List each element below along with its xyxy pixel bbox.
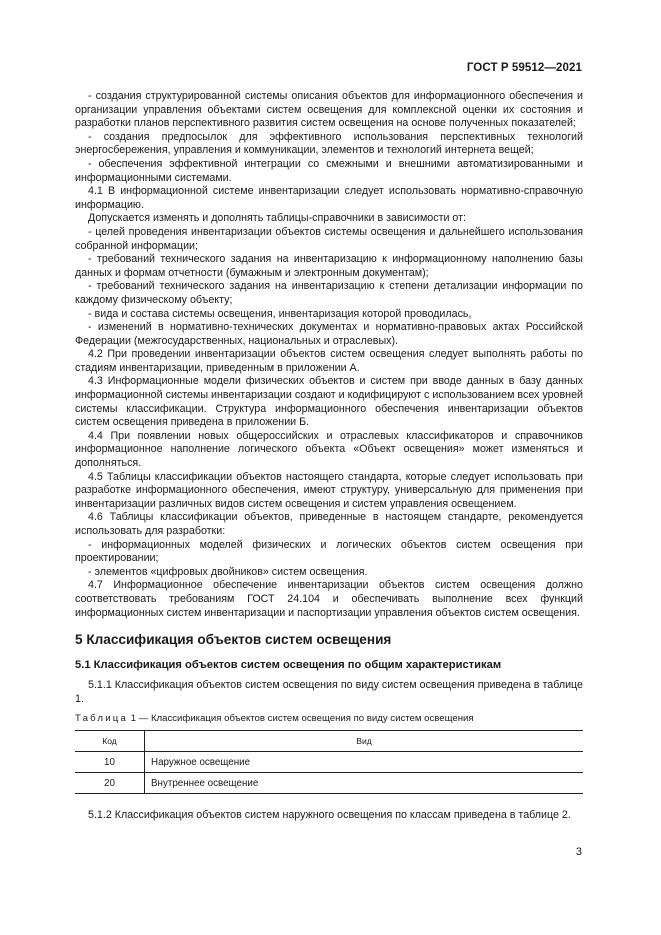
paragraph: 4.4 При появлении новых общероссийских и отраслевых классификаторов и справочников информационное наполнение логического объекта «Объект освещения» может изменяться и дополняться.: [75, 429, 583, 470]
table-caption-label: Таблица: [75, 713, 129, 725]
paragraph: - требований технического задания на инвентаризацию к степени детализации информации по каждому физическому объекту;: [75, 280, 583, 306]
table-row: [75, 752, 583, 773]
paragraph: - элементов «цифровых двойников» систем освещения.: [88, 565, 368, 578]
paragraph: 4.5 Таблицы классификации объектов настоящего стандарта, которые следует использовать при разработке информационного обеспечения, имеют структуру, универсальную для применения при инвентаризации различных видов систем освещения и систем управления освещением.: [75, 470, 583, 510]
table-row: [75, 773, 583, 794]
page-number: 3: [575, 846, 582, 858]
paragraph: 4.2 При проведении инвентаризации объектов систем освещения следует выполнять работы по стадиям инвентаризации, приведенным в приложении А.: [75, 348, 583, 374]
paragraph: 4.7 Информационное обеспечение инвентаризации объектов систем освещения должно соответствовать требованиям ГОСТ 24.104 и обеспечивать выполнение всех функций информационных систем инвентаризации и паспортизации управления объектов систем освещения.: [75, 579, 583, 619]
paragraph: 5.1.1 Классификация объектов систем освещения по виду систем освещения приведена в таблице 1.: [75, 679, 583, 705]
paragraph: - требований технического задания на инвентаризацию к информационному наполнению базы данных и формам отчетности (бумажным и электронным документам);: [75, 253, 583, 279]
subsection-title: 5.1 Классификация объектов систем освещения по общим характеристикам: [75, 659, 502, 672]
section-title: 5 Классификация объектов систем освещения: [75, 632, 392, 648]
cell-code: 20: [75, 773, 145, 794]
cell-code: 10: [75, 752, 145, 773]
paragraph: - создания структурированной системы описания объектов для информационного обеспечения и организации управления объектами систем освещения для комплексной оценки их состояния и разработки планов перспективного развития систем освещения на основе полученных показателей;: [75, 90, 583, 130]
table-caption-text: 1 — Классификация объектов систем освещения по виду систем освещения: [128, 713, 474, 725]
table-header-row: [75, 731, 583, 752]
paragraph: - обеспечения эффективной интеграции со смежными и внешними автоматизированными и информационными системами.: [75, 157, 583, 184]
paragraph: 5.1.2 Классификация объектов систем наружного освещения по классам приведена в таблице 2.: [88, 809, 571, 822]
paragraph: 4.3 Информационные модели физических объектов и систем при вводе данных в базу данных информационной системы инвентаризации создают и кодифицируют с использованием всех уровней системы классификации. Структура информационного обеспечения инвентаризации объектов систем освещения приведена в приложении Б.: [75, 375, 583, 429]
paragraph: - информационных моделей физических и логических объектов систем освещения при проектировании;: [75, 538, 583, 565]
paragraph: - создания предпосылок для эффективного использования перспективных технологий энергосбережения, управления и коммуникации, элементов и технологий интернета вещей;: [75, 130, 583, 157]
document-code: ГОСТ Р 59512—2021: [466, 62, 582, 74]
paragraph: 4.6 Таблицы классификации объектов, приведенные в настоящем стандарте, рекомендуется использовать для разработки:: [75, 511, 583, 537]
cell-kind: Внутреннее освещение: [145, 773, 584, 794]
paragraph: Допускается изменять и дополнять таблицы-справочники в зависимости от:: [88, 212, 466, 225]
paragraph: - вида и состава системы освещения, инвентаризация которой проводилась,: [88, 307, 472, 320]
page-content: [75, 90, 583, 823]
classification-table: [75, 730, 583, 794]
column-header-code: Код: [75, 731, 145, 752]
column-header-kind: Вид: [145, 731, 584, 752]
paragraph: - целей проведения инвентаризации объектов системы освещения и дальнейшего использования собранной информации;: [75, 225, 583, 252]
paragraph: - изменений в нормативно-технических документах и нормативно-правовых актах Российской Федерации (межгосударственных, национальных и отраслевых).: [75, 321, 583, 347]
paragraph: 4.1 В информационной системе инвентаризации следует использовать нормативно-справочную информацию.: [75, 185, 583, 211]
cell-kind: Наружное освещение: [145, 752, 584, 773]
table-caption: [75, 713, 583, 725]
